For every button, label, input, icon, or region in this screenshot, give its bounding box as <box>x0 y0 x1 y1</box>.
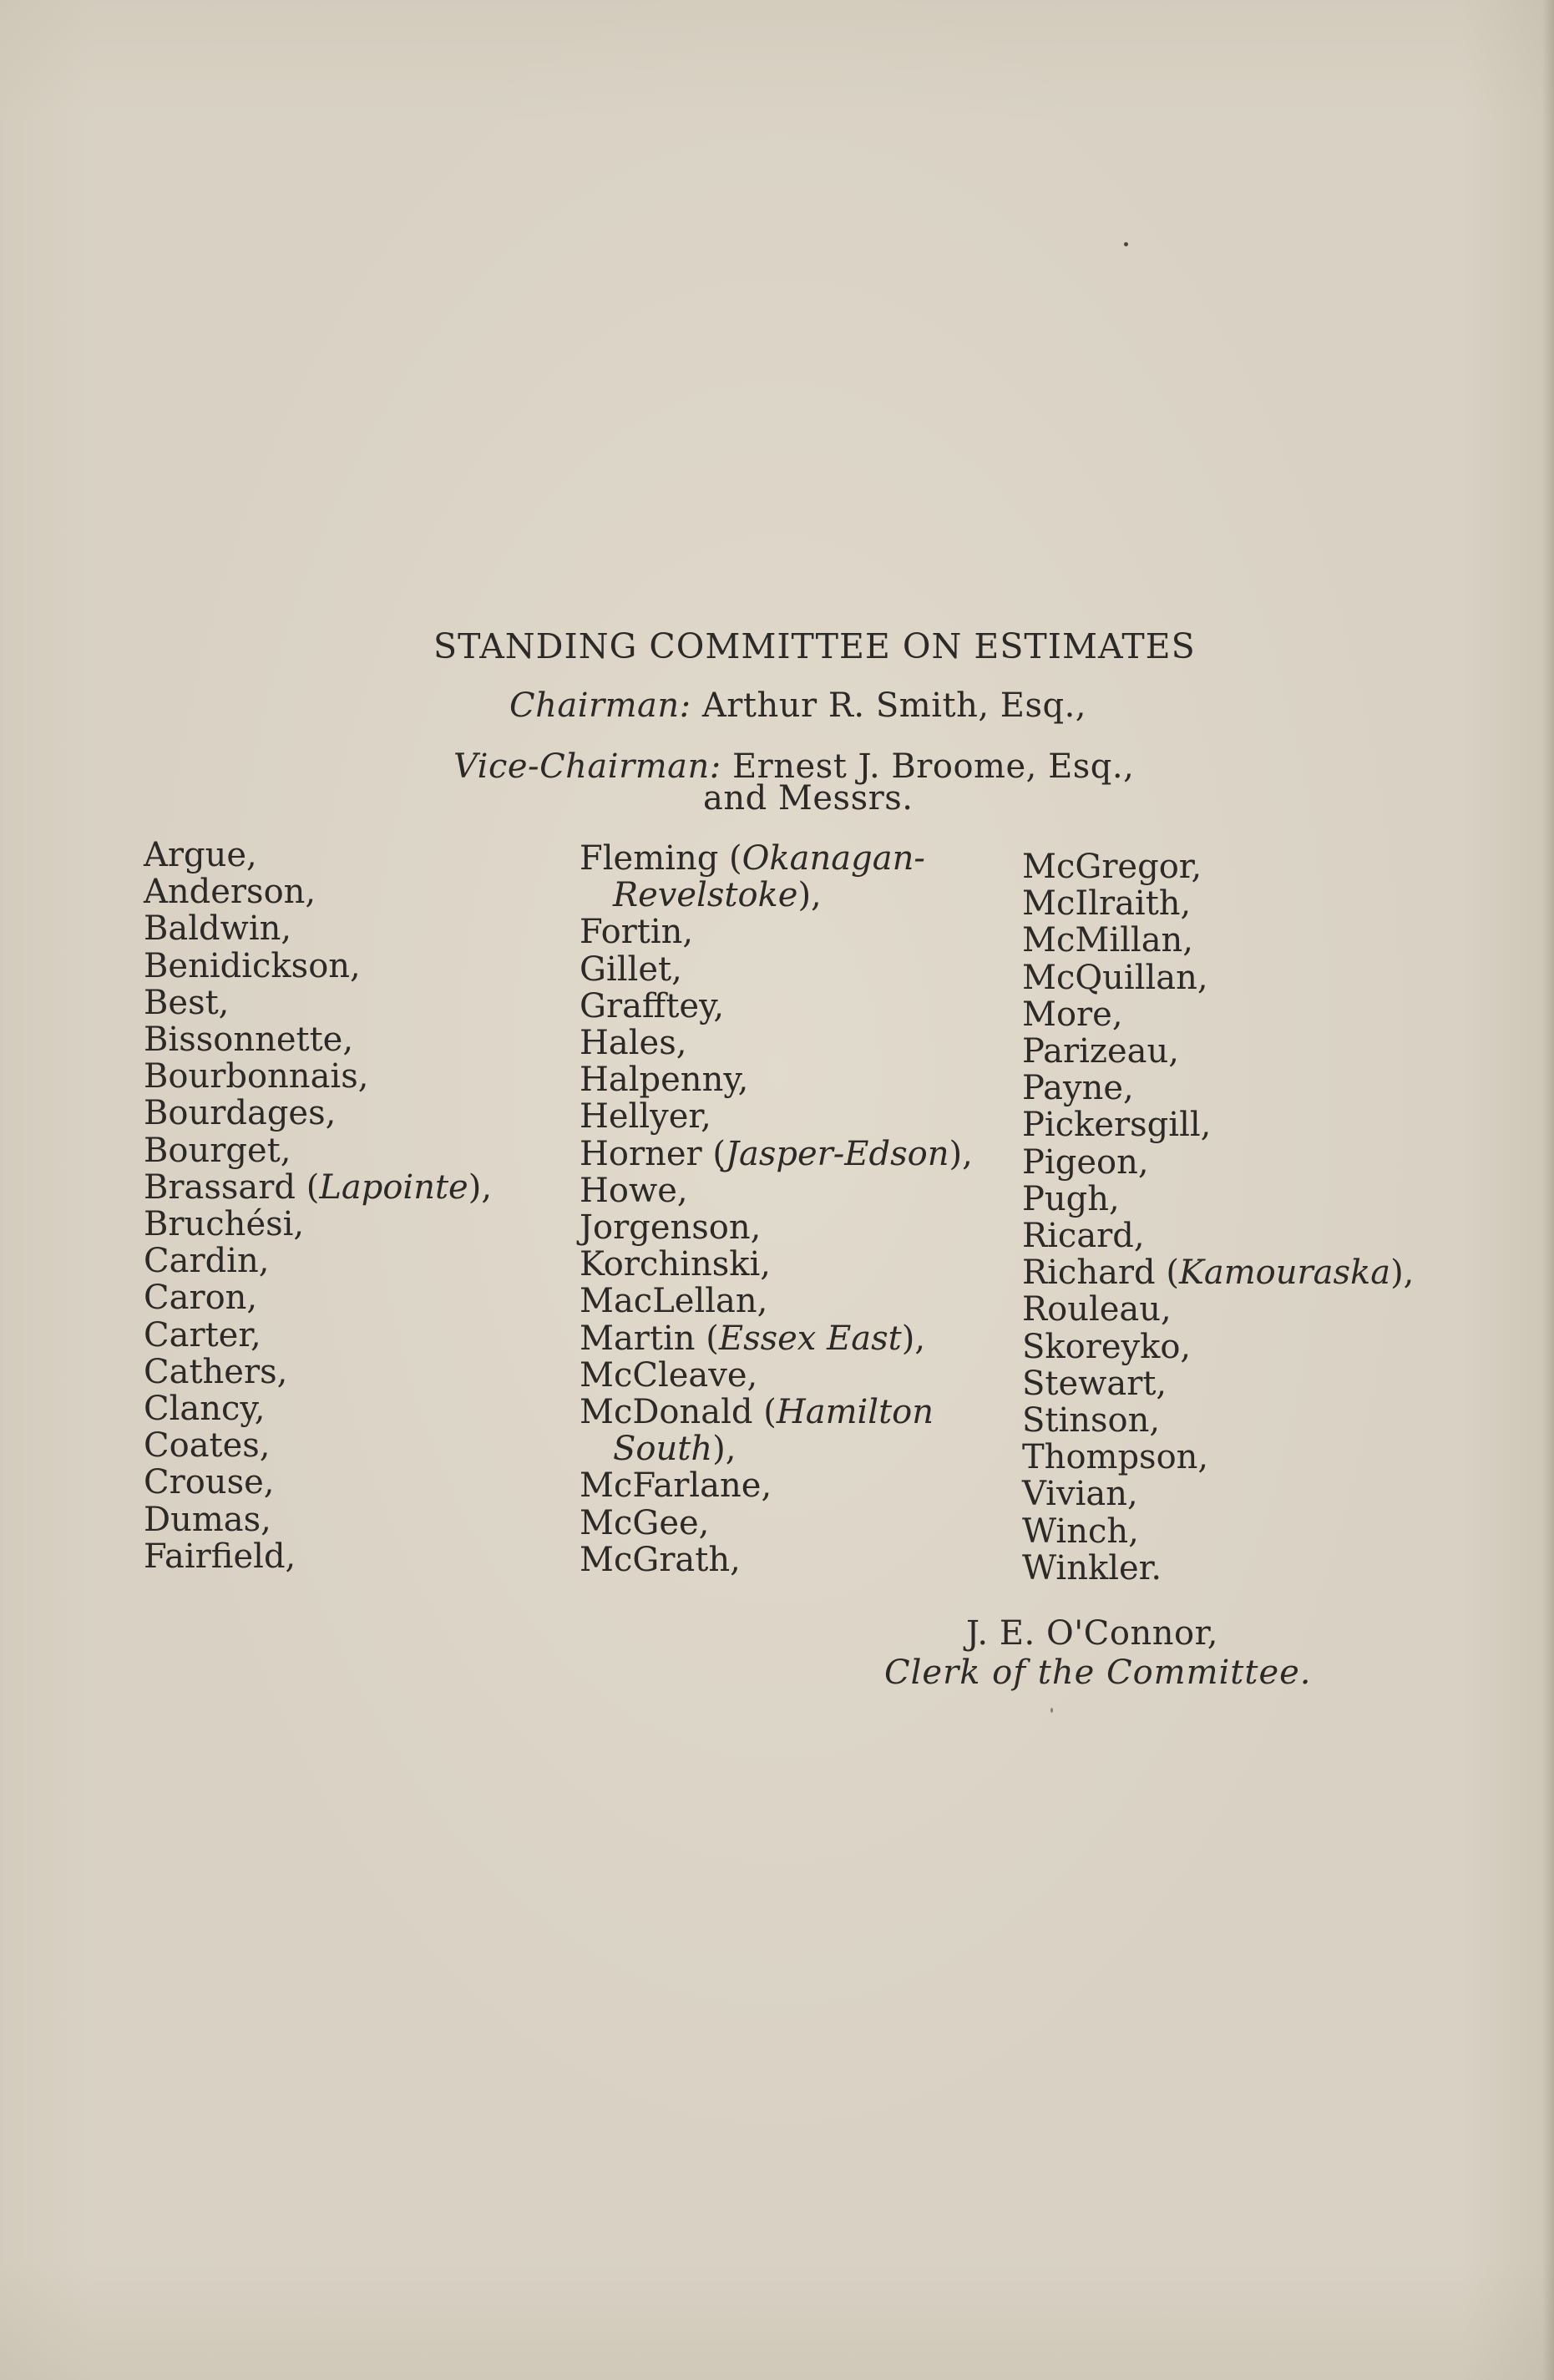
member-name: Clancy, <box>144 1390 266 1429</box>
member-name: McGrath, <box>580 1540 741 1579</box>
member-name: Pickersgill, <box>1022 1106 1212 1145</box>
member-name: McGregor, <box>1022 848 1202 886</box>
clerk-title: Clerk of the Committee. <box>884 1653 1312 1692</box>
paper-speck <box>1050 1708 1053 1713</box>
member-name: McFarlane, <box>580 1466 772 1506</box>
member-name: Bissonnette, <box>144 1020 354 1060</box>
chairman-line <box>509 686 1086 725</box>
member-name: Winch, <box>1022 1512 1139 1551</box>
member-name: Stewart, <box>1022 1364 1167 1403</box>
member-name: McDonald (Hamilton <box>580 1393 934 1432</box>
members-column-1 <box>144 837 492 1575</box>
member-name: Parizeau, <box>1022 1032 1179 1071</box>
member-name: Caron, <box>144 1279 258 1318</box>
member-name: Fleming (Okanagan- <box>580 839 925 878</box>
member-name: Skoreyko, <box>1022 1327 1192 1366</box>
member-name: Revelstoke), <box>613 876 822 915</box>
chairman-name: Arthur R. Smith, Esq., <box>701 686 1087 725</box>
vice-chairman-role: Vice-Chairman: <box>453 747 721 786</box>
member-name: Vivian, <box>1022 1475 1138 1514</box>
vice-chairman-name: Ernest J. Broome, Esq., <box>731 747 1135 786</box>
member-name: Fortin, <box>580 913 694 952</box>
member-name: Grafftey, <box>580 986 725 1025</box>
member-name: Halpenny, <box>580 1061 749 1100</box>
paper-speck <box>1124 242 1128 246</box>
member-name: Bourbonnais, <box>144 1057 369 1096</box>
member-name: Korchinski, <box>580 1245 772 1284</box>
member-name: Horner (Jasper-Edson), <box>580 1134 973 1173</box>
member-name: Bourdages, <box>144 1094 337 1133</box>
member-name: Payne, <box>1022 1069 1134 1108</box>
members-column-3 <box>1022 848 1414 1587</box>
member-name: McGee, <box>580 1503 710 1542</box>
member-name: Jorgenson, <box>580 1208 762 1248</box>
member-name: Stinson, <box>1022 1401 1161 1441</box>
member-name: Richard (Kamouraska), <box>1022 1253 1415 1293</box>
member-name: Howe, <box>580 1171 688 1210</box>
member-name: Anderson, <box>144 873 316 912</box>
member-name: Hales, <box>580 1024 687 1063</box>
member-name: Cardin, <box>144 1242 270 1281</box>
member-name: Thompson, <box>1022 1438 1209 1477</box>
member-name: Crouse, <box>144 1463 275 1502</box>
member-name: Pigeon, <box>1022 1142 1149 1182</box>
committee-title: STANDING COMMITTEE ON ESTIMATES <box>433 626 1196 666</box>
member-name: Bruchési, <box>144 1205 305 1244</box>
member-name: McIlraith, <box>1022 884 1192 924</box>
member-name: Dumas, <box>144 1500 271 1539</box>
chairman-role: Chairman: <box>509 686 691 725</box>
member-name: Ricard, <box>1022 1217 1145 1256</box>
member-name: Fairfield, <box>144 1537 296 1576</box>
member-name: McMillan, <box>1022 921 1194 960</box>
member-name: McQuillan, <box>1022 958 1208 997</box>
member-name: Winkler. <box>1022 1548 1162 1588</box>
and-messrs-line: and Messrs. <box>703 779 914 818</box>
member-name: Gillet, <box>580 949 682 989</box>
member-name: Cathers, <box>144 1352 288 1391</box>
member-name: Rouleau, <box>1022 1290 1172 1329</box>
member-name: MacLellan, <box>580 1282 768 1321</box>
member-name: Carter, <box>144 1315 261 1355</box>
member-name: Coates, <box>144 1426 271 1466</box>
clerk-name: J. E. O'Connor, <box>966 1614 1219 1653</box>
member-name: Argue, <box>144 836 257 874</box>
member-name: Benidickson, <box>144 946 361 985</box>
member-name: McCleave, <box>580 1355 758 1395</box>
member-name: Bourget, <box>144 1131 291 1170</box>
member-name: South), <box>613 1430 737 1469</box>
member-name: Hellyer, <box>580 1097 711 1137</box>
member-name: More, <box>1022 995 1123 1034</box>
page-edge-shadow <box>1542 0 1554 2380</box>
member-name: Baldwin, <box>144 909 292 949</box>
member-name: Pugh, <box>1022 1179 1120 1218</box>
member-name: Brassard (Lapointe), <box>144 1167 493 1207</box>
member-name: Best, <box>144 983 230 1022</box>
member-name: Martin (Essex East), <box>580 1319 926 1358</box>
members-column-2 <box>580 840 973 1578</box>
